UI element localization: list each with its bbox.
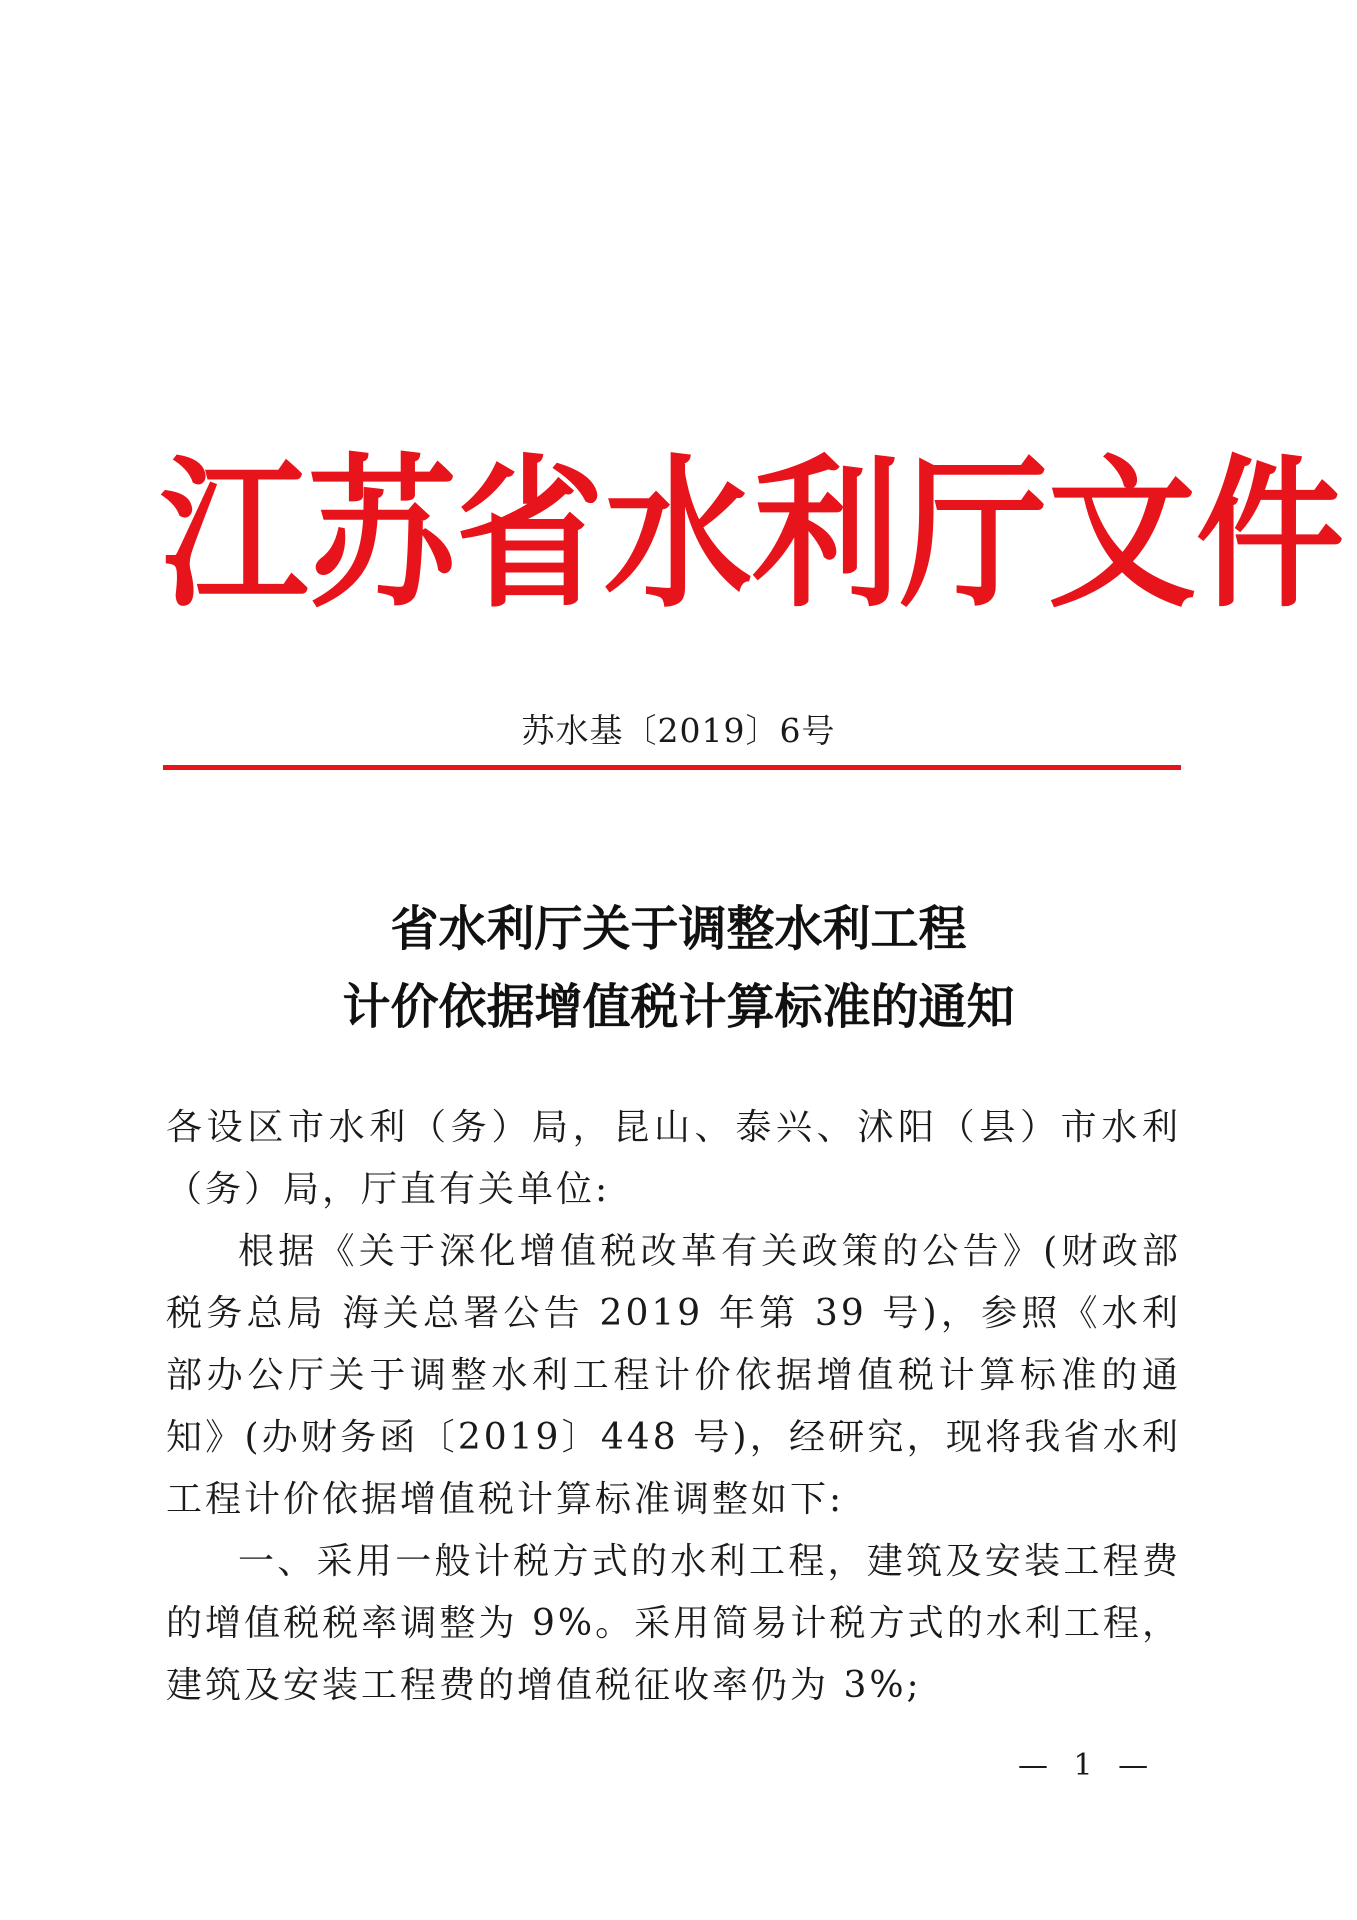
salutation: 各设区市水利（务）局，昆山、泰兴、沭阳（县）市水利（务）局，厅直有关单位:	[166, 1107, 1181, 1210]
masthead-char: 省	[456, 440, 604, 630]
masthead-title	[160, 440, 1344, 630]
red-divider	[163, 765, 1181, 770]
document-number: 苏水基〔2019〕6号	[521, 711, 836, 750]
notice-title-line-2: 计价依据增值税计算标准的通知	[342, 979, 1015, 1035]
notice-title-line-1: 省水利厅关于调整水利工程	[390, 901, 967, 957]
notice-body	[166, 1097, 1181, 1717]
masthead-char: 厅	[900, 440, 1048, 630]
masthead-char: 江	[160, 440, 308, 630]
paragraph-1: 根据《关于深化增值税改革有关政策的公告》(财政部 税务总局 海关总署公告 2019 年第 39 号)，参照《水利部办公厅关于调整水利工程计价依据增值税计算标准的通知》(办财务函〔2019〕448 号)，经研究，现将我省水利工程计价依据增值税计算标准调整如下:	[166, 1231, 1181, 1520]
masthead-char: 利	[752, 440, 900, 630]
masthead-char: 水	[604, 440, 752, 630]
masthead-char: 苏	[308, 440, 456, 630]
masthead-char: 文	[1048, 440, 1196, 630]
paragraph-2: 一、采用一般计税方式的水利工程，建筑及安装工程费的增值税税率调整为 9%。采用简易计税方式的水利工程，建筑及安装工程费的增值税征收率仍为 3%;	[166, 1541, 1181, 1706]
page-number: — 1 —	[1018, 1748, 1157, 1783]
masthead-char: 件	[1196, 440, 1344, 630]
